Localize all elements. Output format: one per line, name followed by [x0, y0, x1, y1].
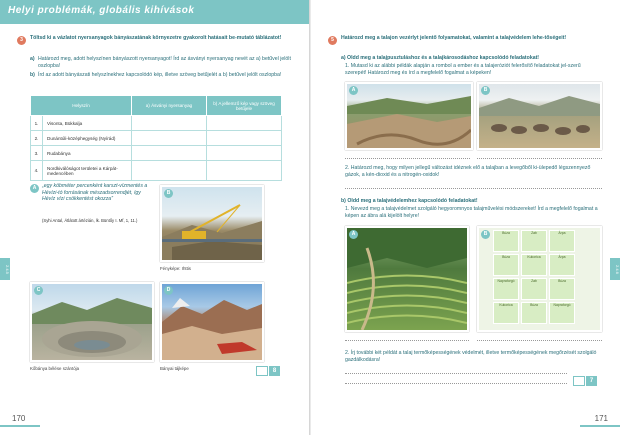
photo-caption: Bányai tájképe [160, 366, 189, 371]
row-place: Rudabánya [43, 146, 132, 161]
row-place: Nordkiválóságot területei a Kárpát-medencében [43, 161, 132, 181]
crop-card: Búza [493, 254, 519, 276]
table-row [31, 131, 282, 146]
photo-letter: B [481, 230, 490, 239]
left-page [0, 0, 309, 435]
answer-box[interactable] [256, 366, 268, 376]
question-2: 2. Határozd meg, hogy milyen jellegű változást idéznek elő a talajban a levegőből ki-ülepedő légszennyező gázok, a kén-dioxid és a nitrogén-oxidok! [345, 165, 591, 178]
task-number-badge: 5 [328, 36, 337, 45]
quote-letter: A [30, 184, 39, 193]
photo-letter: B [481, 86, 490, 95]
answer-cell-letter[interactable] [207, 116, 282, 131]
photo-caption: Kőbánya bélése szántója [30, 366, 80, 371]
answer-line[interactable] [345, 383, 567, 384]
erosion-photo-a [345, 82, 473, 150]
row-number: 2. [31, 131, 43, 146]
question-1: 1. Mutasd ki az alábbi példák alapján a rombol a ember és a talajeróziót felerősítő feladatokat jel-szerű szerepét! Határozd meg és írd a megfelelő fogalmat a képeken! [345, 63, 581, 76]
mining-photo-d [160, 282, 264, 362]
crop-card: Napraforgó [549, 302, 575, 324]
sub-a-text: a) Oldd meg a talajpusztuláshoz és a talajkárosodáshoz kapcsolódó feladatokat! [341, 55, 540, 61]
answer-cell-mineral[interactable] [132, 116, 207, 131]
side-tab: 2.4.6 [610, 258, 620, 280]
quote-source: (Syhi Antal, Átlátott ártézián, lk. Büntőy I. Mf, 1, 11.) [42, 218, 138, 223]
row-place: Dunántúli-középhegység (Nyírád) [43, 131, 132, 146]
crop-rotation-panel-b [477, 226, 602, 332]
task-title: Töltsd ki a vázlatot nyersanyagok bányászatának környezetre gyakorolt hatásait be-mutató táblázatot! [30, 35, 282, 41]
task-number-badge: 3 [17, 36, 26, 45]
points-box: 8 [269, 366, 280, 376]
page-number-bar [580, 425, 620, 427]
crop-card: Árpa [549, 230, 575, 252]
answer-line[interactable] [345, 188, 602, 189]
table-row [31, 161, 282, 181]
right-page [311, 0, 620, 435]
erosion-photo-b [477, 82, 602, 150]
crop-card: Kukorica [493, 302, 519, 324]
column-header-place: Helyszín [31, 96, 132, 116]
photo-letter: A [349, 230, 358, 239]
photo-letter: D [164, 286, 173, 295]
table-row [31, 146, 282, 161]
quote-text: „egy köbméter percenként karszt-vízmentés a Hévízi-tó forrásának mészadsorrendjét, így Hévíz vízi csökkentést okozza” [42, 183, 148, 203]
answer-line[interactable] [345, 340, 469, 341]
photo-caption: Fényképe: Ihttis [160, 266, 191, 271]
row-number: 4. [31, 161, 43, 181]
column-header-mineral: a) Ásványi nyersanyag [132, 96, 207, 116]
page-number-bar [0, 425, 40, 427]
task-title: Határozd meg a talajon vezérlyt jelentő folyamatokat, valamint a talajvédelem lehe-tőségeit! [341, 35, 567, 41]
crop-card: Búza [493, 230, 519, 252]
page-number: 171 [594, 414, 608, 423]
question-4: 2. Írj további két példát a talaj termőképességének védelmét, illetve termőképességének megőrzését szolgáló gazdálkodásra! [345, 350, 597, 363]
mining-table [30, 95, 282, 181]
crop-card: Zab [521, 278, 547, 300]
crop-card: Napraforgó [493, 278, 519, 300]
chapter-title: Helyi problémák, globális kihívások [8, 5, 195, 16]
table-header-row [31, 96, 282, 116]
row-number: 3. [31, 146, 43, 161]
terrace-photo-a [345, 226, 469, 332]
answer-cell-mineral[interactable] [132, 131, 207, 146]
answer-box[interactable] [573, 376, 585, 386]
answer-cell-mineral[interactable] [132, 161, 207, 181]
answer-line[interactable] [477, 340, 602, 341]
mining-photo-b [160, 185, 264, 262]
sub-a-text: Határozd meg, adott helyszínen bányászott nyersanyagot! Írd az ásványi nyersanyag nevét az a) betűvel jelölt oszlopba! [38, 56, 291, 69]
page-number: 170 [12, 414, 26, 423]
photo-letter: B [164, 189, 173, 198]
points-box: 7 [586, 376, 597, 386]
sub-b-text: Írd az adott bányászati helyszínekhez kapcsolódó kép, illetve szöveg betűjelét a b) betűvel jelölt oszlopba! [38, 72, 282, 78]
column-header-letter: b) A jellemző kép vagy szöveg betűjele [207, 96, 282, 116]
answer-cell-mineral[interactable] [132, 146, 207, 161]
table-row [31, 116, 282, 131]
row-place: Visonta, Bükkalja [43, 116, 132, 131]
answer-cell-letter[interactable] [207, 146, 282, 161]
mining-photo-c [30, 282, 154, 362]
crop-card: Búza [549, 278, 575, 300]
answer-cell-letter[interactable] [207, 131, 282, 146]
crop-card: Árpa [549, 254, 575, 276]
answer-line[interactable] [345, 158, 470, 159]
row-number: 1. [31, 116, 43, 131]
sub-b-label: b) [30, 72, 35, 78]
photo-letter: A [349, 86, 358, 95]
side-tab: 2.4.5 [0, 258, 10, 280]
chapter-header [0, 0, 309, 24]
answer-cell-letter[interactable] [207, 161, 282, 181]
answer-line[interactable] [477, 158, 602, 159]
crop-card: Kukorica [521, 254, 547, 276]
sub-a-label: a) [30, 56, 35, 62]
crop-card: Búza [521, 302, 547, 324]
answer-line[interactable] [345, 373, 567, 374]
crop-card: Zab [521, 230, 547, 252]
sub-b-text: b) Oldd meg a talajvédelemhez kapcsolódó feladatokat! [341, 198, 478, 204]
photo-letter: C [34, 286, 43, 295]
question-3: 1. Nevezd meg a talajvédelmet szolgáló hegyoromnyos talajművelési módszereket! Írd a megfelelő fogalmat a képen az ábra alá kijelölt helyre! [345, 206, 598, 219]
